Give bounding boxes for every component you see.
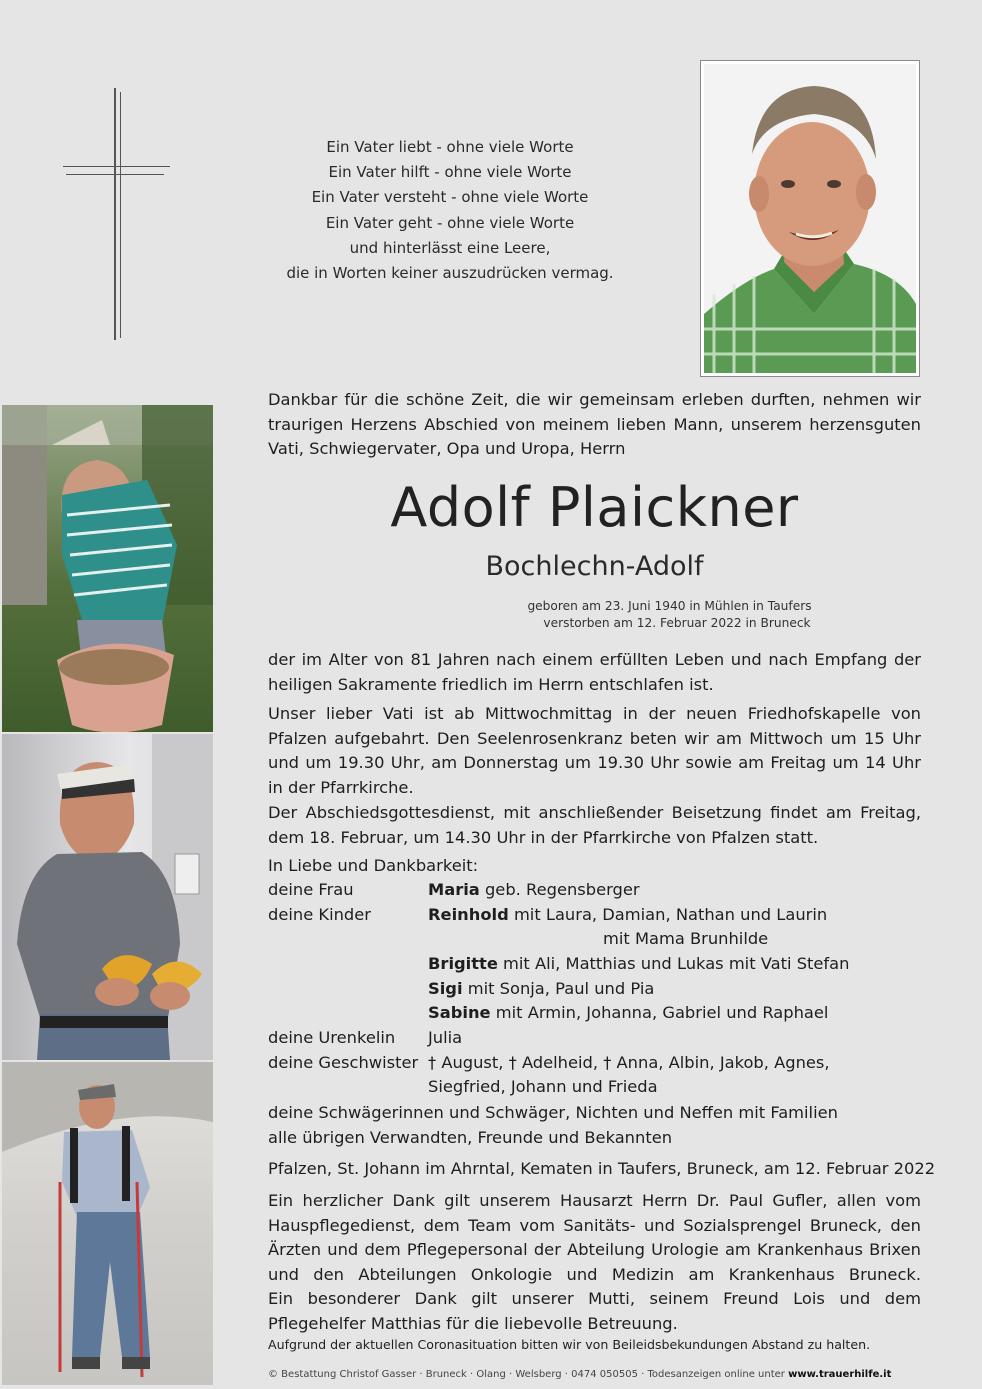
family-detail: mit Armin, Johanna, Gabriel und Raphael (490, 1003, 829, 1022)
paragraph-age (268, 648, 921, 697)
relatives-paragraph (268, 1101, 921, 1150)
life-dates (268, 598, 921, 631)
paragraph-line: Ein herzlicher Dank gilt unserem Hausarzt Herrn Dr. Paul Gufler, allen vom (268, 1191, 921, 1210)
paragraph-line: der im Alter von 81 Jahren nach einem erfüllten Leben und nach Empfang der (268, 650, 921, 669)
family-entry (428, 903, 827, 928)
portrait-photo (704, 64, 916, 373)
footer-link[interactable]: www.trauerhilfe.it (788, 1369, 892, 1380)
intro-line: Dankbar für die schöne Zeit, die wir gemeinsam erleben durften, nehmen wir (268, 390, 921, 409)
paragraph-line: Hauspflegedienst, dem Team vom Sanitäts- und Sozialsprengel Bruneck, den (268, 1215, 921, 1235)
corona-note: Aufgrund der aktuellen Coronasituation bitten wir von Beileidsbekundungen Abstand zu halten. (268, 1337, 871, 1352)
footer (268, 1368, 891, 1381)
family-detail: Siegfried, Johann und Frieda (428, 1077, 658, 1096)
thanks-paragraph (268, 1189, 921, 1337)
paragraph-line: deine Schwägerinnen und Schwäger, Nichten und Neffen mit Familien (268, 1103, 838, 1122)
paragraph-line: Pfalzen aufgebahrt. Den Seelenrosenkranz beten wir am Mittwoch um 15 Uhr (268, 728, 921, 748)
poem-line: und hinterlässt eine Leere, (349, 238, 551, 257)
family-label: deine Frau (268, 880, 354, 899)
photo-man-hiking (2, 1062, 213, 1385)
family-detail: mit Mama Brunhilde (603, 929, 769, 948)
poem-line: Ein Vater geht - ohne viele Worte (325, 213, 575, 232)
paragraph-line: Ärzten und dem Pflegepersonal der Abteilung Urologie am Krankenhaus Brixen (268, 1240, 921, 1260)
family-label: deine Kinder (268, 905, 371, 924)
photo-man-with-mushrooms (2, 734, 213, 1060)
paragraph-funeral (268, 801, 921, 850)
family-name: Brigitte (428, 954, 498, 973)
paragraph-line: Der Abschiedsgottesdienst, mit anschließender Beisetzung findet am Freitag, (268, 803, 921, 822)
family-entry (428, 1001, 828, 1026)
family-detail: mit Laura, Damian, Nathan und Laurin (508, 905, 828, 924)
place-date: Pfalzen, St. Johann im Ahrntal, Kematen in Taufers, Bruneck, am 12. Februar 2022 (268, 1159, 936, 1178)
birth-info: geboren am 23. Juni 1940 in Mühlen in Taufers (527, 599, 812, 613)
family-label: deine Urenkelin (268, 1028, 396, 1047)
poem-line: Ein Vater liebt - ohne viele Worte (326, 138, 574, 156)
poem-line: Ein Vater versteht - ohne viele Worte (311, 188, 589, 207)
footer-text: © Bestattung Christof Gasser · Bruneck · Olang · Welsberg · 0474 050505 · Todesanzeigen online unter (268, 1369, 789, 1380)
nickname: Bochlechn-Adolf (485, 551, 704, 582)
deceased-name: Adolf Plaickner (390, 476, 799, 539)
family-detail: mit Sonja, Paul und Pia (462, 979, 655, 998)
family-entry (428, 952, 849, 977)
paragraph-line: Unser lieber Vati ist ab Mittwochmittag in der neuen Friedhofskapelle von (268, 704, 921, 723)
paragraph-line: und um 19.30 Uhr, am Donnerstag um 19.30 Uhr sowie am Freitag um 14 Uhr (268, 753, 921, 773)
paragraph-line: dem 18. Februar, um 14.30 Uhr in der Pfarrkirche von Pfalzen statt. (268, 827, 819, 847)
death-info: verstorben am 12. Februar 2022 in Bruneck (543, 615, 811, 630)
family-entry (428, 977, 654, 1002)
family-name: Sabine (428, 1003, 491, 1022)
paragraph-line: und den Abteilungen Onkologie und Medizin am Krankenhaus Bruneck. (268, 1264, 921, 1284)
family-entry (428, 878, 640, 903)
poem-line: Ein Vater hilft - ohne viele Worte (328, 163, 572, 182)
photo-man-with-bucket (2, 405, 213, 732)
family-detail: mit Ali, Matthias und Lukas mit Vati Stefan (497, 954, 850, 973)
family-detail: Julia (428, 1028, 463, 1047)
paragraph-line: Pflegehelfer Matthias für die liebevolle Betreuung. (268, 1313, 678, 1333)
intro-line: traurigen Herzens Abschied von meinem lieben Mann, unserem herzensguten (268, 414, 921, 434)
family-detail: geb. Regensberger (479, 880, 640, 899)
family-detail: † August, † Adelheid, † Anna, Albin, Jakob, Agnes, (428, 1053, 830, 1072)
paragraph-line: heiligen Sakramente friedlich im Herrn entschlafen ist. (268, 674, 714, 694)
poem (250, 135, 650, 286)
paragraph-line: in der Pfarrkirche. (268, 777, 414, 797)
family-name: Reinhold (428, 905, 509, 924)
poem-line: die in Worten keiner auszudrücken vermag. (286, 264, 614, 283)
paragraph-wake (268, 702, 921, 800)
family-intro: In Liebe und Dankbarkeit: (268, 856, 479, 875)
paragraph-line: Ein besonderer Dank gilt unserer Mutti, seinem Freund Lois und dem (268, 1289, 921, 1309)
family-label: deine Geschwister (268, 1053, 419, 1072)
intro-paragraph (268, 388, 921, 462)
intro-line: Vati, Schwiegervater, Opa und Uropa, Herrn (268, 439, 626, 459)
paragraph-line: alle übrigen Verwandten, Freunde und Bekannten (268, 1127, 673, 1147)
family-name: Maria (428, 880, 480, 899)
family-name: Sigi (428, 979, 463, 998)
